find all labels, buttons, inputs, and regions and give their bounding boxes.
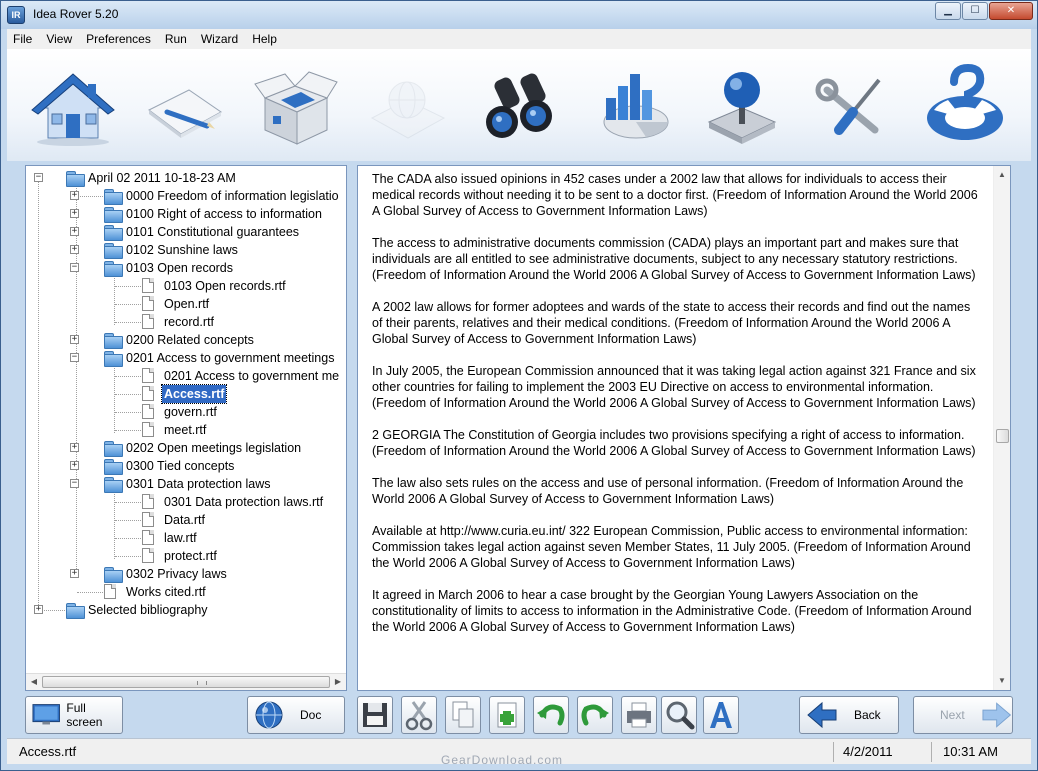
tree-item[interactable]: + 0300 Tied concepts [71, 459, 235, 473]
document-icon [142, 494, 154, 509]
folder-icon [104, 189, 122, 203]
tree-item[interactable]: govern.rtf [26, 403, 344, 421]
watermark-text: GearDownload.com [441, 753, 564, 767]
folder-icon [104, 459, 122, 473]
menu-preferences[interactable]: Preferences [86, 32, 151, 46]
tree-item[interactable]: law.rtf [26, 529, 344, 547]
paragraph: It agreed in March 2006 to hear a case brought by the Georgian Young Lawyers Association on the constitutionality of limits to access to information in the Administrative Code. (Freedom of Information Around the World 2006 A Global Survey of Access to Government Information Laws) [372, 588, 972, 634]
disabled-globe-icon [362, 60, 452, 150]
menu-help[interactable]: Help [252, 32, 277, 46]
printer-icon [622, 697, 656, 733]
paste-plus-icon [490, 697, 524, 733]
status-date: 4/2/2011 [843, 744, 893, 759]
tree-item[interactable]: + 0202 Open meetings legislation [71, 441, 302, 455]
tree-item[interactable]: − 0103 Open records [71, 261, 234, 275]
folder-open-icon [104, 351, 122, 365]
scroll-thumb[interactable] [42, 676, 330, 688]
tree-item[interactable]: − 0301 Data protection laws [71, 477, 271, 491]
document-icon [142, 278, 154, 293]
tree-item-selected[interactable]: Access.rtf [26, 385, 344, 403]
print-button[interactable] [621, 696, 657, 734]
lifebuoy-help-icon[interactable] [920, 60, 1010, 150]
tree-item[interactable]: 0103 Open records.rtf [26, 277, 344, 295]
paragraph: The law also sets rules on the access and use of personal information. (Freedom of Information Around the World 2006 A Global Survey of Access to Government Information Laws) [372, 476, 964, 506]
document-vertical-scrollbar[interactable] [993, 166, 1010, 690]
doc-button[interactable]: Doc [247, 696, 345, 734]
next-button[interactable]: Next [913, 696, 1013, 734]
folder-open-icon [66, 171, 84, 185]
magnifier-icon [662, 697, 696, 733]
document-icon [142, 530, 154, 545]
paragraph: Available at http://www.curia.eu.int/ 322 European Commission, Public access to environmental information: Commission takes legal action against seven Member States, 11 July 2005. (Freedom of Information Around the World 2006 A Global Survey of Access to Government Information Laws) [372, 524, 971, 570]
tree-item[interactable]: Data.rtf [26, 511, 344, 529]
globe-icon [254, 700, 284, 730]
tree-item[interactable]: Works cited.rtf [26, 583, 344, 601]
paragraph: 2 GEORGIA The Constitution of Georgia includes two provisions specifying a right of access to information. (Freedom of Information Around the World 2006 A Global Survey of Access to Government Information Laws) [372, 428, 976, 458]
paragraph: The access to administrative documents commission (CADA) plays an important part and makes sure that individuals are all entitled to see administrative documents, subject to any necessary statutory restrictions. (Freedom of Information Around the World 2006 A Global Survey of Access to Government Information Laws) [372, 236, 976, 282]
folder-icon [104, 333, 122, 347]
redo-arrow-icon [578, 697, 612, 733]
document-icon [142, 368, 154, 383]
paragraph: A 2002 law allows for former adoptees and wards of the state to access their records and find out the names of their parents, relatives and their medical conditions. (Freedom of Information Around the World 2006 A Global Survey of Access to Government Information Laws) [372, 300, 971, 346]
tree-root[interactable]: − April 02 2011 10-18-23 AM [35, 171, 236, 185]
document-icon [104, 584, 116, 599]
tree-item[interactable]: 0201 Access to government me [26, 367, 344, 385]
folder-icon [104, 567, 122, 581]
tree-item[interactable]: protect.rtf [26, 547, 344, 565]
floppy-disk-icon [358, 697, 392, 733]
font-letter-a-icon [704, 697, 738, 733]
tree-item[interactable]: Open.rtf [26, 295, 344, 313]
arrow-left-icon [806, 701, 838, 729]
minimize-button[interactable]: ▁ [935, 2, 961, 20]
tree-item[interactable]: 0301 Data protection laws.rtf [26, 493, 344, 511]
home-icon[interactable] [28, 60, 118, 150]
folder-icon [104, 243, 122, 257]
menu-run[interactable]: Run [164, 32, 187, 46]
tree-item[interactable]: − 0201 Access to government meetings [71, 351, 335, 365]
open-box-icon[interactable] [251, 60, 341, 150]
menu-view[interactable]: View [46, 32, 73, 46]
find-button[interactable] [661, 696, 697, 734]
monitor-icon [32, 703, 60, 727]
font-button[interactable] [703, 696, 739, 734]
folder-icon [104, 225, 122, 239]
paragraph: The CADA also issued opinions in 452 cases under a 2002 law that allows for individuals to access their medical records without needing it to be sent to a doctor first. (Freedom of Information Around the World 2006 A Global Survey of Access to Government Information Laws) [372, 172, 978, 218]
window-title: Idea Rover 5.20 [33, 7, 119, 21]
tools-icon[interactable] [809, 60, 899, 150]
folder-open-icon [104, 477, 122, 491]
notepad-pencil-icon[interactable] [139, 60, 229, 150]
scroll-thumb[interactable] [996, 429, 1009, 443]
menu-bar [7, 29, 1031, 49]
copy-button[interactable] [445, 696, 481, 734]
folder-icon [66, 603, 84, 617]
document-icon [142, 422, 154, 437]
status-filename: Access.rtf [19, 744, 77, 759]
menu-file[interactable]: File [13, 32, 33, 46]
tree-item[interactable]: + 0101 Constitutional guarantees [71, 225, 300, 239]
folder-icon [104, 207, 122, 221]
tree-item[interactable]: + 0102 Sunshine laws [71, 243, 238, 257]
document-icon [142, 296, 154, 311]
binoculars-icon[interactable] [474, 60, 564, 150]
cut-button[interactable] [401, 696, 437, 734]
arrow-right-icon [981, 701, 1012, 729]
tree-horizontal-scrollbar[interactable] [26, 673, 346, 690]
menu-wizard[interactable]: Wizard [200, 32, 239, 46]
document-icon [142, 314, 154, 329]
outline-tree-panel [25, 165, 347, 691]
scroll-left-arrow-icon[interactable]: ◀ [30, 677, 38, 686]
save-button[interactable] [357, 696, 393, 734]
tree-item[interactable]: + 0000 Freedom of information legislatio [71, 189, 339, 203]
title-bar [1, 1, 1037, 29]
tree-item[interactable]: + 0302 Privacy laws [71, 567, 227, 581]
paragraph: In July 2005, the European Commission announced that it was taking legal action against 321 France and six other countries for failing to implement the 2003 EU Directive on access to environmental information. (Freedom of Information Around the World 2006 A Global Survey of Access to Government Information Laws) [372, 364, 976, 410]
chart-icon[interactable] [586, 60, 676, 150]
full-screen-button[interactable]: Full screen [25, 696, 123, 734]
scroll-up-arrow-icon[interactable]: ▲ [998, 170, 1006, 179]
tree-item[interactable]: + 0200 Related concepts [71, 333, 254, 347]
folder-open-icon [104, 261, 122, 275]
tree-item[interactable]: + Selected bibliography [35, 603, 208, 617]
scroll-down-arrow-icon[interactable]: ▼ [998, 676, 1006, 685]
joystick-icon[interactable] [697, 60, 787, 150]
tree-item[interactable]: record.rtf [26, 313, 344, 331]
undo-arrow-icon [534, 697, 568, 733]
scissors-icon [402, 697, 436, 733]
tree-item[interactable]: meet.rtf [26, 421, 344, 439]
back-button[interactable]: Back [799, 696, 899, 734]
document-view-panel[interactable] [357, 165, 1011, 691]
document-icon [142, 512, 154, 527]
scroll-right-arrow-icon[interactable]: ▶ [334, 677, 342, 686]
paste-button[interactable] [489, 696, 525, 734]
maximize-button[interactable]: ☐ [962, 2, 988, 20]
document-icon [142, 404, 154, 419]
main-toolbar [7, 49, 1031, 161]
tree-item[interactable]: + 0100 Right of access to information [71, 207, 322, 221]
close-button[interactable]: ✕ [989, 2, 1033, 20]
redo-button[interactable] [577, 696, 613, 734]
app-icon: IR [7, 6, 25, 24]
document-icon [142, 386, 154, 401]
undo-button[interactable] [533, 696, 569, 734]
document-text[interactable] [372, 171, 982, 651]
status-time: 10:31 AM [943, 744, 998, 759]
document-icon [142, 548, 154, 563]
window-controls [935, 2, 1033, 20]
copy-pages-icon [446, 697, 480, 733]
folder-icon [104, 441, 122, 455]
